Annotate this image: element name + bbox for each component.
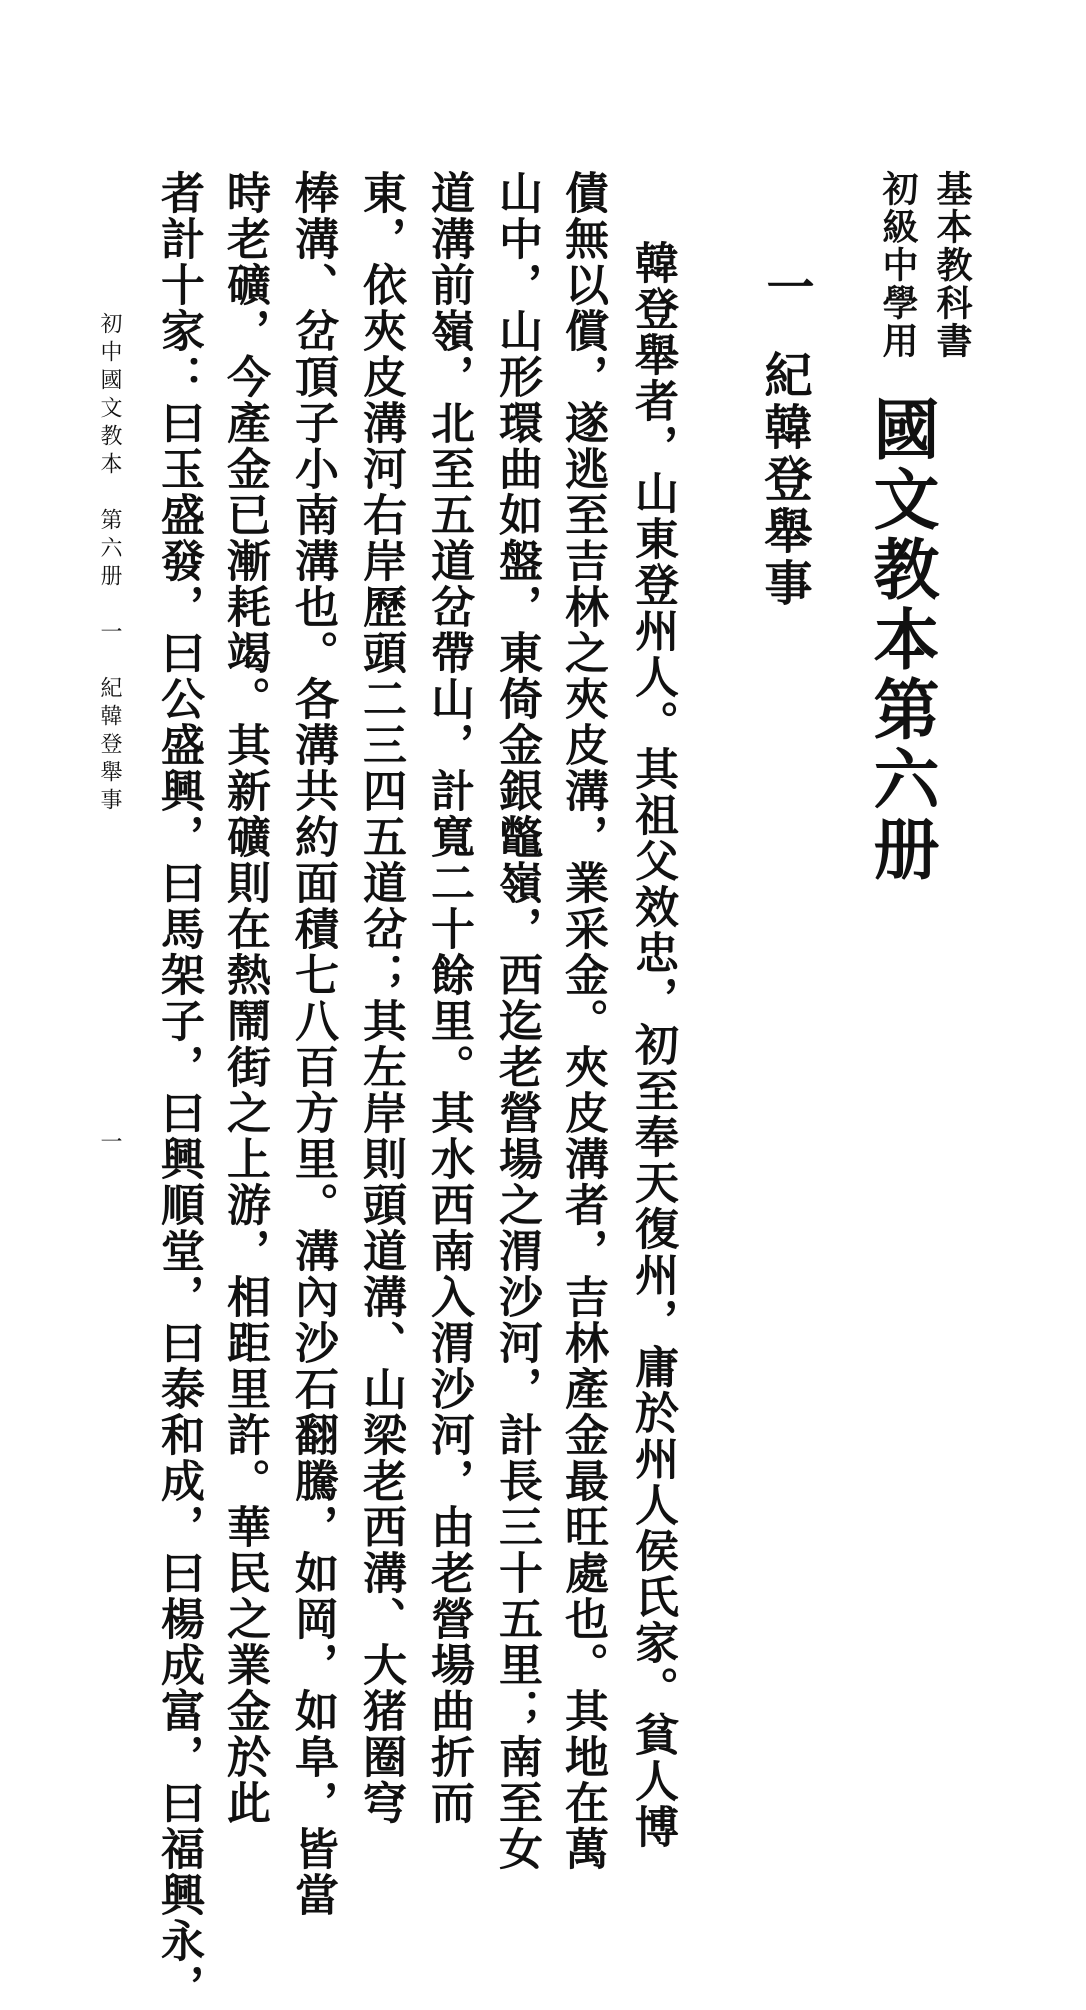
body-column-6: 棒溝、岔頂子小南溝也。各溝共約面積七八百方里。溝內沙石翻騰，如岡，如阜，皆當 bbox=[287, 170, 338, 1918]
body-column-7: 時老礦，今產金已漸耗竭。其新礦則在熱鬧街之上游，相距里許。華民之業金於此 bbox=[219, 170, 270, 1826]
running-header-lesson-number: 一 bbox=[97, 620, 122, 648]
body-column-3: 山中，山形環曲如盤，東倚金銀鼈嶺，西迄老營場之渭沙河，計長三十五里；南至女 bbox=[491, 170, 542, 1872]
lesson-number: 一 bbox=[758, 262, 814, 314]
book-title: 國文教本第六册 bbox=[862, 395, 940, 885]
body-column-8: 者計十家：曰玉盛發，曰公盛興，曰馬架子，曰興順堂，曰泰和成，曰楊成富，曰福興永， bbox=[153, 170, 204, 2010]
body-column-5: 東，依夾皮溝河右岸歷頭二三四五道岔；其左岸則頭道溝、山梁老西溝、大猪圈穹 bbox=[355, 170, 406, 1826]
running-header-volume: 第六册 bbox=[97, 508, 122, 592]
body-column-4: 道溝前嶺，北至五道岔帶山，計寬二十餘里。其水西南入渭沙河，由老營場曲折而 bbox=[423, 170, 474, 1826]
running-header-book: 初中國文教本 bbox=[97, 312, 122, 480]
series-line-1: 基本教科書 bbox=[931, 170, 973, 360]
lesson-title: 紀韓登舉事 bbox=[756, 350, 812, 610]
page-number: 一 bbox=[97, 1130, 122, 1158]
running-header-lesson-title: 紀韓登舉事 bbox=[97, 676, 122, 816]
running-header bbox=[98, 312, 120, 816]
body-column-2: 債無以償，遂逃至吉林之夾皮溝，業采金。夾皮溝者，吉林產金最旺處也。其地在萬 bbox=[557, 170, 608, 1872]
body-column-1: 韓登舉者，山東登州人。其祖父效忠，初至奉天復州，庸於州人侯氏家。貧人博 bbox=[627, 240, 678, 1850]
series-line-2: 初級中學用 bbox=[877, 170, 919, 360]
